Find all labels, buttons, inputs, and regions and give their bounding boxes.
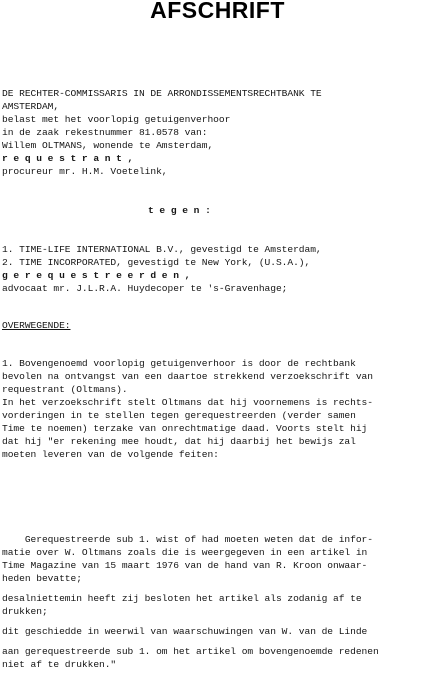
paragraph1-line-3: requestrant (Oltmans). [2,384,128,395]
paragraph2-line-7: dit geschiedde in weerwil van waarschuwingen van W. van de Linde [2,626,368,637]
paragraph2-line-5: desalniettemin heeft zij besloten het artikel als zodanig af te [2,593,362,604]
header-line-5: Willem OLTMANS, wonende te Amsterdam, [2,140,214,151]
paragraph1-line-4: In het verzoekschrift stelt Oltmans dat hij voornemens is rechts- [2,397,373,408]
paragraph2-line-1: Gerequestreerde sub 1. wist of had moeten weten dat de infor- [2,534,373,545]
paragraph1-line-6: Time te noemen) terzake van onrechtmatige daad. Voorts stelt hij [2,423,368,434]
party-2: 2. TIME INCORPORATED, gevestigd te New York, (U.S.A.), [2,257,311,268]
advocaat-line: advocaat mr. J.L.R.A. Huydecoper te 's-Gravenhage; [2,283,288,294]
paragraph2-line-3: Time Magazine van 15 maart 1976 van de hand van R. Kroon onwaar- [2,560,368,571]
header-line-3: belast met het voorlopig getuigenverhoor [2,114,231,125]
paragraph2-line-2: matie over W. Oltmans zoals die is weergegeven in een artikel in [2,547,368,558]
paragraph1-line-2: bevolen na ontvangst van een daartoe strekkend verzoekschrift van [2,371,373,382]
paragraph1-line-7: dat hij "er rekening mee houdt, dat hij daarbij het bewijs zal [2,436,356,447]
paragraph1-line-8: moeten leveren van de volgende feiten: [2,449,219,460]
tegen-label: t e g e n : [148,205,211,216]
paragraph2-line-4: heden bevatte; [2,573,82,584]
header-line-4: in de zaak rekestnummer 81.0578 van: [2,127,208,138]
document-title: AFSCHRIFT [150,0,285,23]
header-procureur: procureur mr. H.M. Voetelink, [2,166,168,177]
header-line-2: AMSTERDAM, [2,101,60,112]
paragraph1-line-5: vorderingen in te stellen tegen gerequestreerden (verder samen [2,410,356,421]
gerequestreerden-label: g e r e q u e s t r e e r d e n , [2,270,191,281]
overwegende-heading: OVERWEGENDE: [2,320,71,331]
paragraph1-line-1: 1. Bovengenoemd voorlopig getuigenverhoor is door de rechtbank [2,358,356,369]
header-line-1: DE RECHTER-COMMISSARIS IN DE ARRONDISSEMENTSRECHTBANK TE [2,88,322,99]
paragraph2-line-9: niet af te drukken." [2,659,117,670]
paragraph2-line-8: aan gerequestreerde sub 1. om het artikel om bovengenoemde redenen [2,646,379,657]
paragraph2-line-6: drukken; [2,606,48,617]
header-requestrant: r e q u e s t r a n t , [2,153,134,164]
party-1: 1. TIME-LIFE INTERNATIONAL B.V., gevestigd te Amsterdam, [2,244,322,255]
